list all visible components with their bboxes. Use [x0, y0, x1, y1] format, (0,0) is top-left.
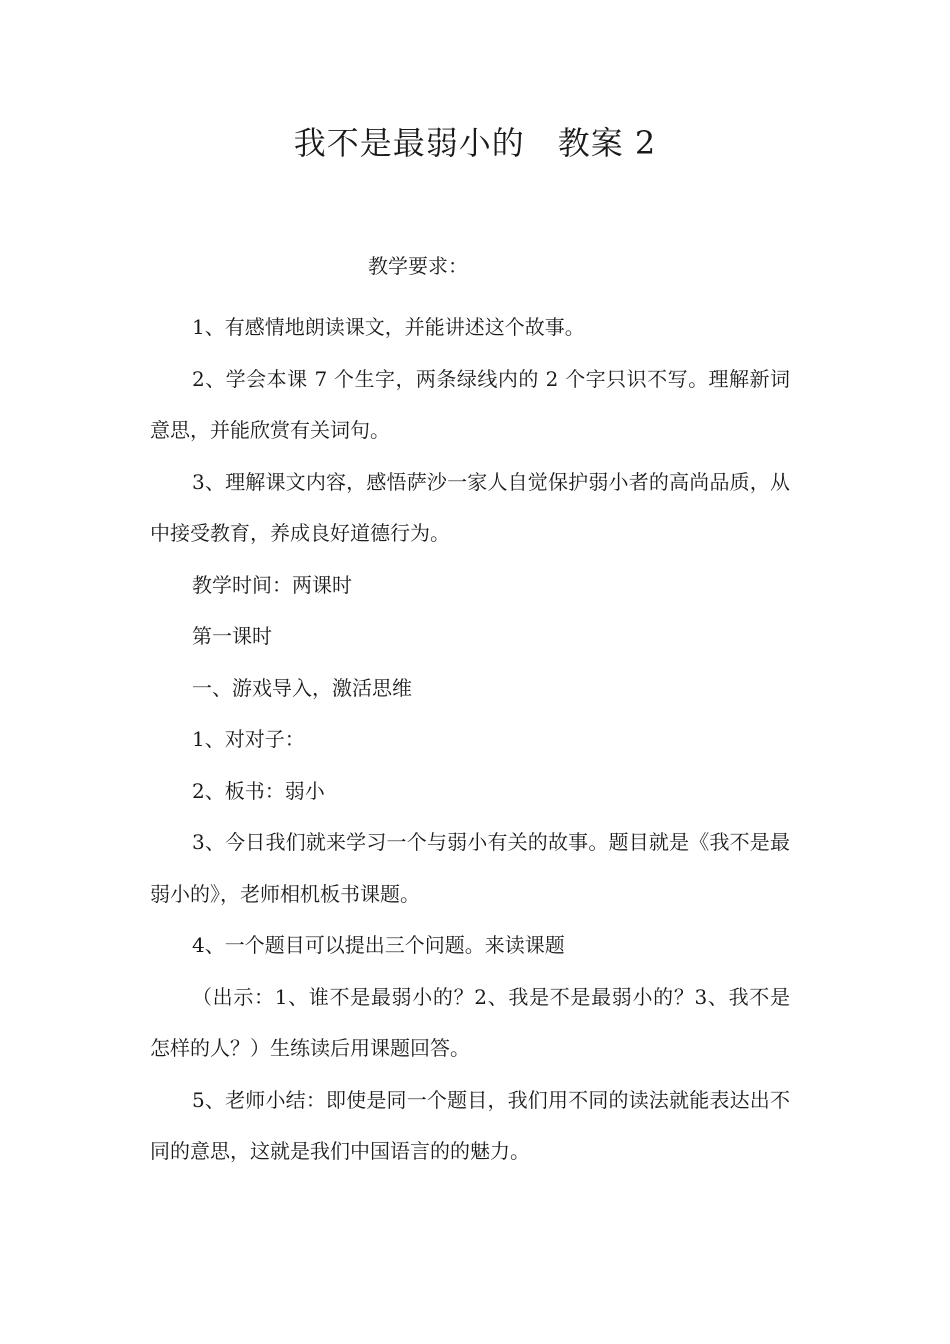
- paragraph-teaching-time: 教学时间：两课时: [192, 572, 352, 597]
- paragraph-step-5: 5、老师小结：即使是同一个题目，我们用不同的读法就能表达出不同的意思，这就是我们中国语言的的魅力。: [150, 1087, 790, 1163]
- paragraph-step-4: 4、一个题目可以提出三个问题。来读课题: [192, 933, 565, 957]
- paragraph-first-lesson: 第一课时: [192, 624, 272, 648]
- teaching-requirements-heading: 教学要求：: [368, 254, 468, 278]
- paragraph-step-2: 2、板书：弱小: [192, 778, 325, 803]
- paragraph-step-1: 1、对对子：: [192, 727, 305, 751]
- paragraph-step-3: 3、今日我们就来学习一个与弱小有关的故事。题目就是《我不是最弱小的》，老师相机板书课题。: [150, 830, 790, 906]
- paragraph-questions: （出示：1、谁不是最弱小的？2、我是不是最弱小的？3、我不是怎样的人？）生练读后用课题回答。: [150, 984, 790, 1060]
- paragraph-requirement-1: 1、有感情地朗读课文，并能讲述这个故事。: [192, 315, 585, 339]
- paragraph-requirement-3: 3、理解课文内容，感悟萨沙一家人自觉保护弱小者的高尚品质，从中接受教育，养成良好道德行为。: [150, 469, 790, 545]
- paragraph-section-one: 一、游戏导入，激活思维: [192, 675, 412, 700]
- paragraph-requirement-2: 2、学会本课 7 个生字，两条绿线内的 2 个字只识不写。理解新词意思，并能欣赏有关词句。: [150, 366, 790, 442]
- document-body: [150, 302, 790, 1178]
- document-title: 我不是最弱小的 教案 2: [293, 124, 657, 162]
